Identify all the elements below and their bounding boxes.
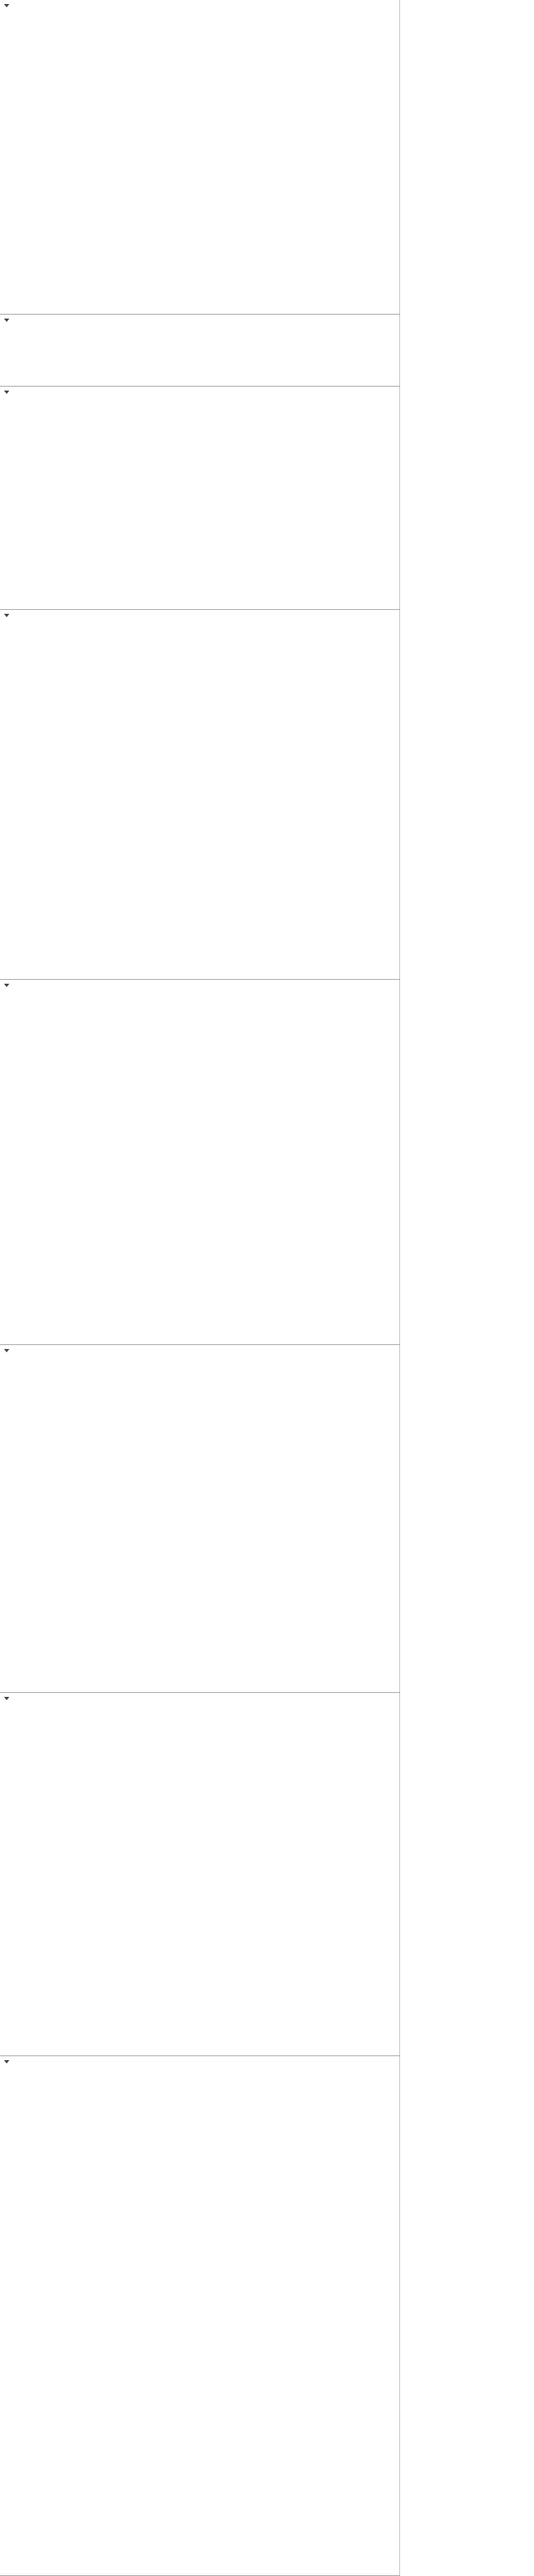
collapse-triangle-icon[interactable] bbox=[4, 4, 9, 7]
spacer bbox=[4, 621, 396, 625]
section-header bbox=[4, 982, 396, 990]
profile-section bbox=[0, 315, 400, 387]
day-section bbox=[0, 387, 400, 610]
collapse-triangle-icon[interactable] bbox=[4, 2060, 9, 2063]
collapse-triangle-icon[interactable] bbox=[4, 614, 9, 617]
spacer bbox=[4, 2067, 396, 2071]
spacer bbox=[4, 991, 396, 995]
section-header bbox=[4, 2058, 396, 2066]
day-section bbox=[0, 1693, 400, 2056]
intro-section bbox=[0, 0, 400, 315]
section-header bbox=[4, 317, 396, 325]
profile-line bbox=[8, 326, 396, 331]
section-header bbox=[4, 1695, 396, 1703]
day-section bbox=[0, 980, 400, 1345]
collapse-triangle-icon[interactable] bbox=[4, 984, 9, 987]
day-section bbox=[0, 610, 400, 980]
day-section bbox=[0, 2056, 400, 2576]
section-header bbox=[4, 612, 396, 620]
spacer bbox=[4, 1356, 396, 1360]
collapse-triangle-icon[interactable] bbox=[4, 319, 9, 322]
collapse-triangle-icon[interactable] bbox=[4, 1349, 9, 1352]
day-section bbox=[0, 1345, 400, 1693]
section-header bbox=[4, 2, 396, 10]
collapse-triangle-icon[interactable] bbox=[4, 1697, 9, 1700]
section-header bbox=[4, 389, 396, 397]
chart-column bbox=[401, 0, 534, 2576]
spacer bbox=[4, 398, 396, 402]
spacer bbox=[4, 1704, 396, 1708]
collapse-triangle-icon[interactable] bbox=[4, 391, 9, 394]
section-header bbox=[4, 1347, 396, 1355]
